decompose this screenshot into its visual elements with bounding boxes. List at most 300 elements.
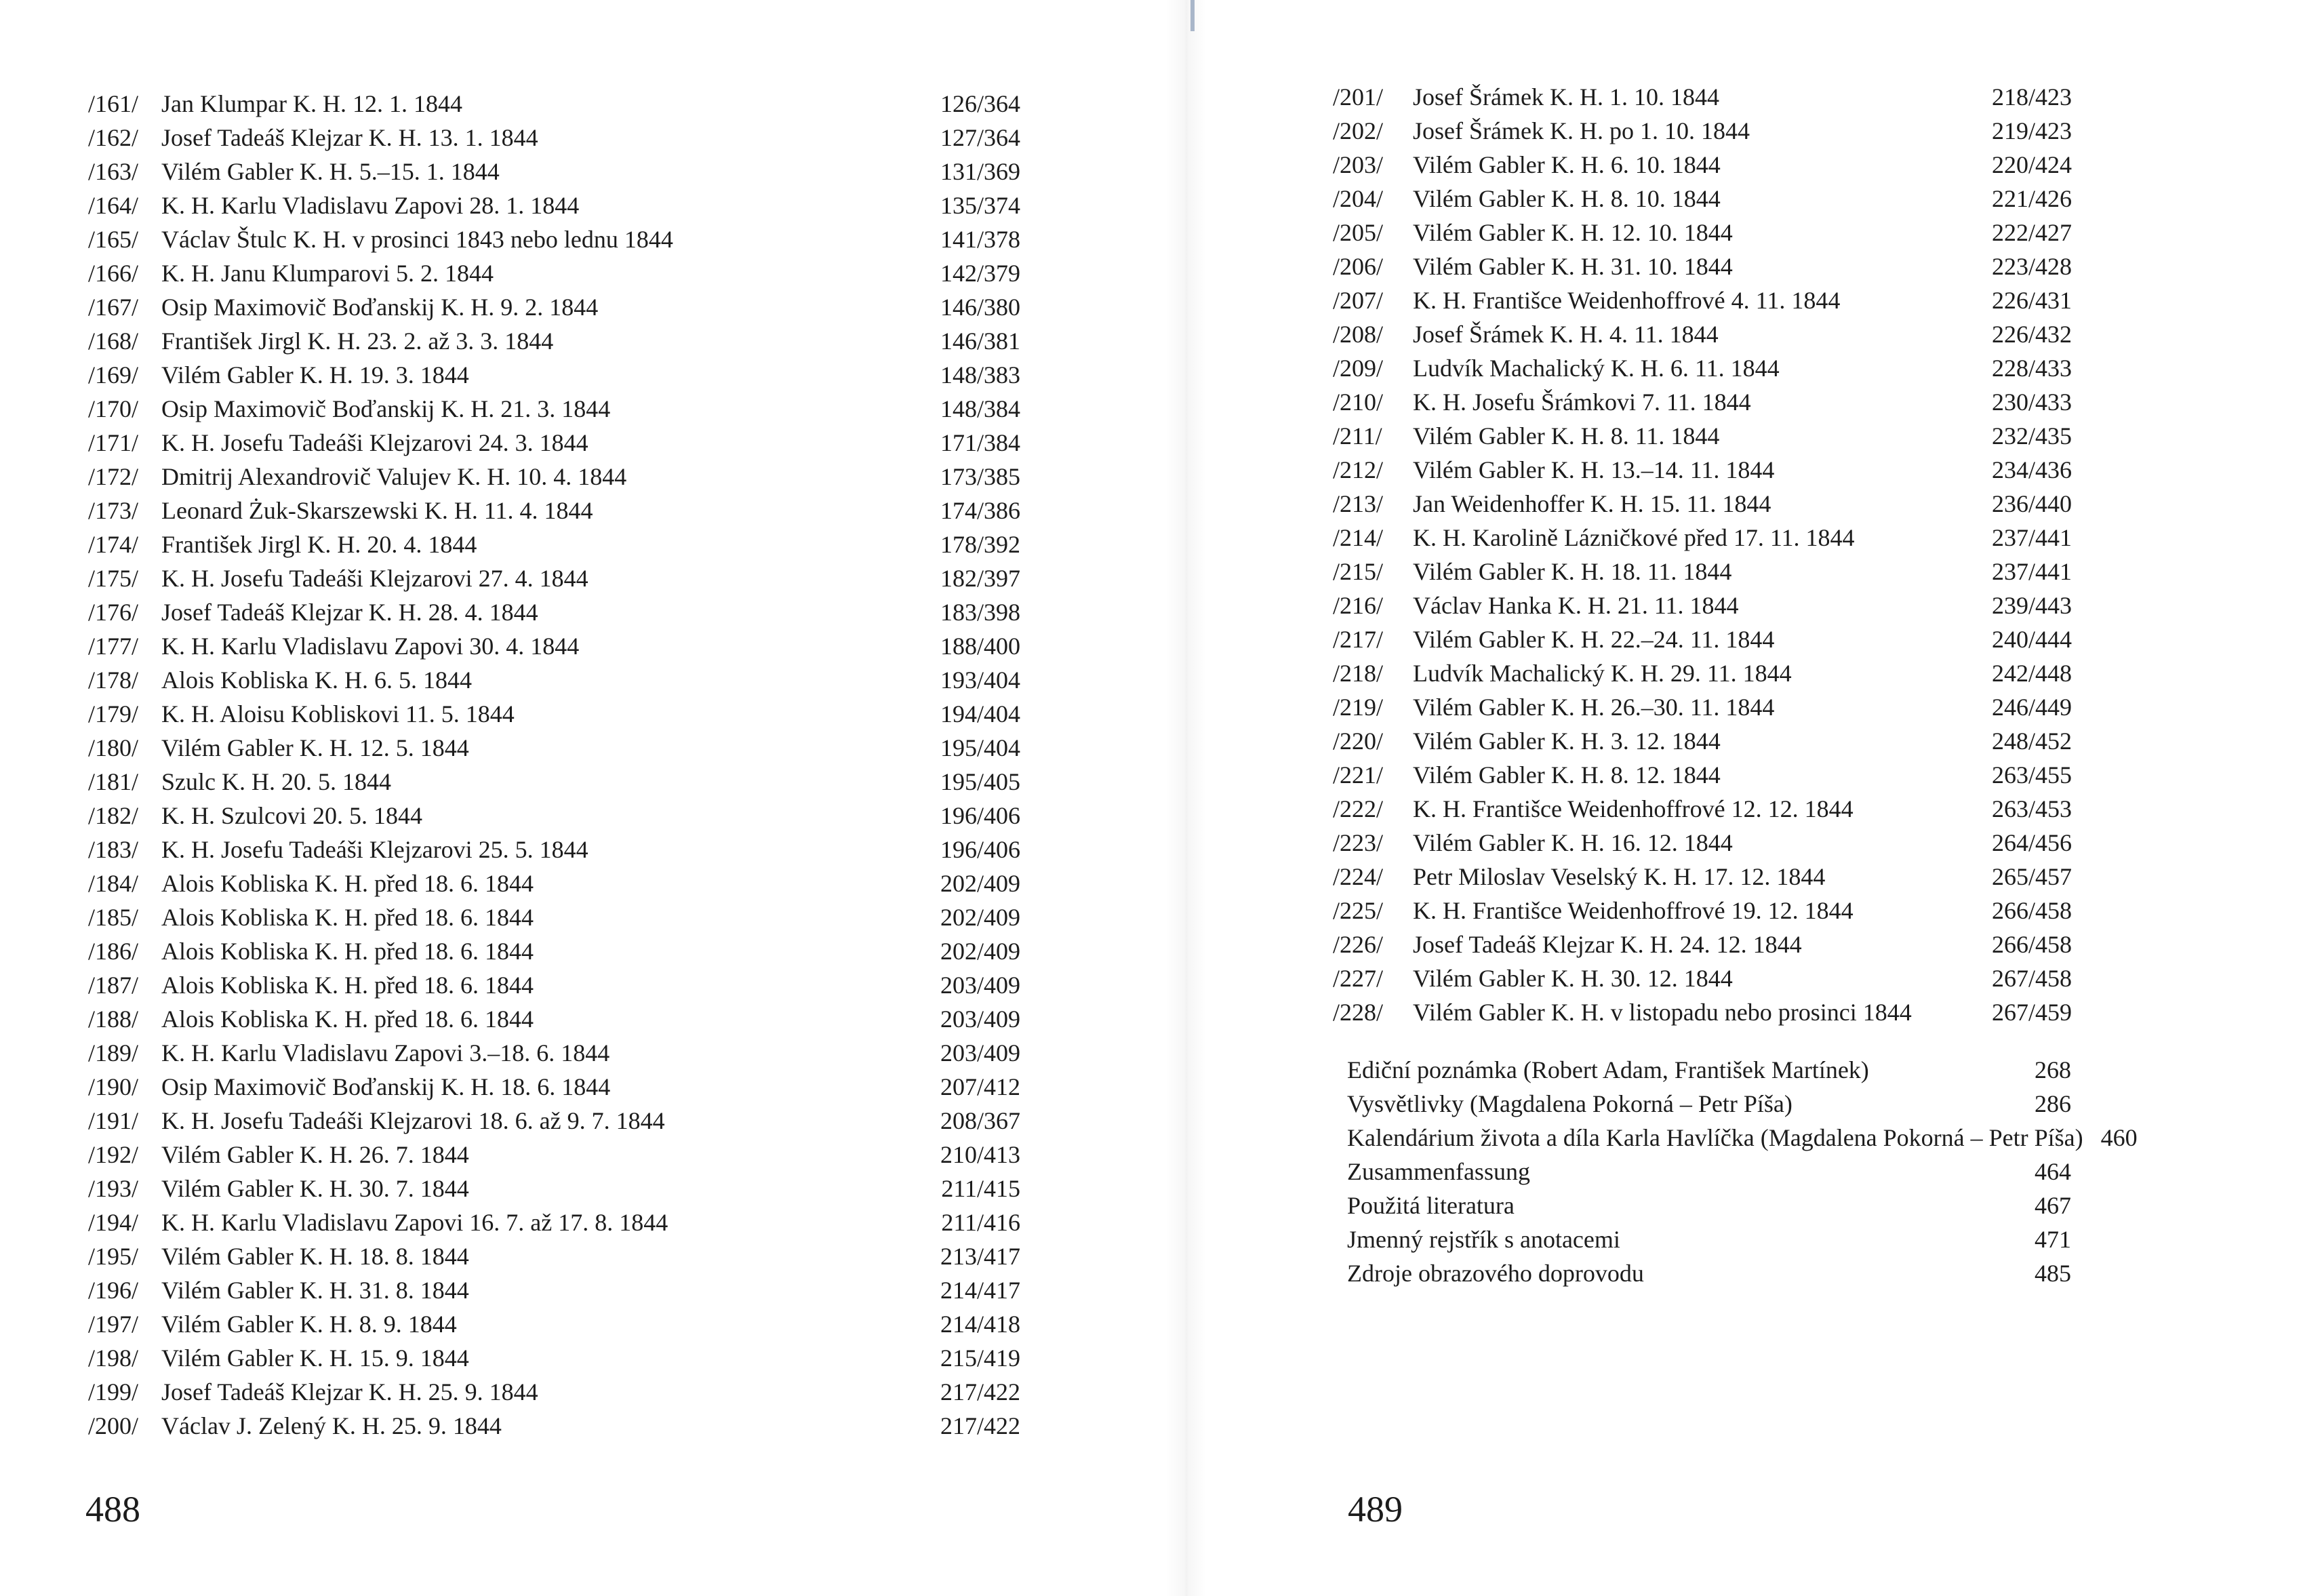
toc-entry bbox=[88, 460, 1020, 494]
entry-number: /216/ bbox=[1333, 592, 1384, 619]
entry-number: /162/ bbox=[88, 124, 139, 151]
toc-entry bbox=[88, 155, 1020, 188]
toc-entry bbox=[88, 426, 1020, 460]
toc-entry bbox=[1333, 453, 2072, 487]
entry-number: /220/ bbox=[1333, 727, 1384, 755]
entry-number: /177/ bbox=[88, 633, 139, 660]
entry-title: Vilém Gabler K. H. 26. 7. 1844 bbox=[161, 1141, 469, 1168]
toc-entry bbox=[88, 121, 1020, 155]
entry-number: /165/ bbox=[88, 226, 139, 253]
entry-number: /163/ bbox=[88, 158, 139, 185]
entry-title: Vilém Gabler K. H. 3. 12. 1844 bbox=[1413, 727, 1721, 755]
entry-title: K. H. Františce Weidenhoffrové 12. 12. 1844 bbox=[1413, 795, 1854, 822]
entry-title: Vilém Gabler K. H. 12. 5. 1844 bbox=[161, 734, 469, 761]
toc-entry bbox=[1333, 317, 2072, 351]
entry-page-ref: 148/384 bbox=[940, 395, 1020, 422]
entry-page-ref: 182/397 bbox=[940, 565, 1020, 592]
entry-title: Vilém Gabler K. H. 15. 9. 1844 bbox=[161, 1344, 469, 1372]
appendix-title: Vysvětlivky (Magdalena Pokorná – Petr Píša) bbox=[1347, 1090, 1793, 1117]
appendix-page: 286 bbox=[2035, 1090, 2071, 1117]
entry-title: K. H. Karolině Lázničkové před 17. 11. 1844 bbox=[1413, 524, 1855, 551]
entry-title: K. H. Janu Klumparovi 5. 2. 1844 bbox=[161, 260, 494, 287]
entry-number: /197/ bbox=[88, 1311, 139, 1338]
entry-page-ref: 230/433 bbox=[1991, 388, 2072, 416]
entry-page-ref: 126/364 bbox=[940, 90, 1020, 117]
entry-page-ref: 202/409 bbox=[940, 938, 1020, 965]
appendix-entry bbox=[1347, 1087, 2071, 1121]
entry-title: K. H. Karlu Vladislavu Zapovi 3.–18. 6. 1844 bbox=[161, 1039, 610, 1066]
entry-title: Alois Kobliska K. H. před 18. 6. 1844 bbox=[161, 1005, 534, 1033]
toc-entry bbox=[88, 1409, 1020, 1443]
entry-number: /174/ bbox=[88, 531, 139, 558]
entry-page-ref: 215/419 bbox=[940, 1344, 1020, 1372]
entry-number: /217/ bbox=[1333, 626, 1384, 653]
left-page bbox=[0, 0, 1151, 1596]
entry-page-ref: 226/431 bbox=[1991, 287, 2072, 314]
entry-title: K. H. Szulcovi 20. 5. 1844 bbox=[161, 802, 422, 829]
entry-page-ref: 141/378 bbox=[940, 226, 1020, 253]
entry-title: Osip Maximovič Boďanskij K. H. 9. 2. 1844 bbox=[161, 294, 599, 321]
entry-page-ref: 202/409 bbox=[940, 870, 1020, 897]
entry-title: Vilém Gabler K. H. 16. 12. 1844 bbox=[1413, 829, 1733, 856]
toc-entry bbox=[88, 392, 1020, 426]
entry-number: /212/ bbox=[1333, 456, 1384, 483]
entry-title: Vilém Gabler K. H. 31. 10. 1844 bbox=[1413, 253, 1733, 280]
entry-number: /187/ bbox=[88, 972, 139, 999]
entry-page-ref: 208/367 bbox=[940, 1107, 1020, 1134]
toc-entry bbox=[88, 595, 1020, 629]
toc-entry bbox=[88, 1104, 1020, 1138]
entry-number: /175/ bbox=[88, 565, 139, 592]
entry-page-ref: 131/369 bbox=[940, 158, 1020, 185]
entry-number: /226/ bbox=[1333, 931, 1384, 958]
entry-number: /172/ bbox=[88, 463, 139, 490]
entry-title: Vilém Gabler K. H. 8. 12. 1844 bbox=[1413, 761, 1721, 789]
entry-title: Josef Šrámek K. H. 1. 10. 1844 bbox=[1413, 83, 1719, 111]
entry-title: Leonard Żuk-Skarszewski K. H. 11. 4. 1844 bbox=[161, 497, 593, 524]
entry-number: /202/ bbox=[1333, 117, 1384, 144]
entry-page-ref: 127/364 bbox=[940, 124, 1020, 151]
toc-entry bbox=[88, 1307, 1020, 1341]
entry-title: Josef Tadeáš Klejzar K. H. 13. 1. 1844 bbox=[161, 124, 538, 151]
entry-title: Vilém Gabler K. H. 8. 11. 1844 bbox=[1413, 422, 1720, 450]
toc-entry bbox=[1333, 114, 2072, 148]
entry-title: Vilém Gabler K. H. 8. 10. 1844 bbox=[1413, 185, 1721, 212]
entry-title: Josef Tadeáš Klejzar K. H. 28. 4. 1844 bbox=[161, 599, 538, 626]
appendix-entry bbox=[1347, 1189, 2071, 1222]
toc-entry bbox=[88, 358, 1020, 392]
toc-entry bbox=[1333, 182, 2072, 216]
entry-page-ref: 203/409 bbox=[940, 1039, 1020, 1066]
toc-entry bbox=[1333, 521, 2072, 555]
entry-page-ref: 171/384 bbox=[940, 429, 1020, 456]
entry-page-ref: 236/440 bbox=[1991, 490, 2072, 517]
appendix-entry bbox=[1347, 1121, 2138, 1155]
entry-page-ref: 237/441 bbox=[1991, 558, 2072, 585]
entry-page-ref: 193/404 bbox=[940, 666, 1020, 694]
entry-title: K. H. Josefu Tadeáši Klejzarovi 24. 3. 1844 bbox=[161, 429, 588, 456]
toc-entry bbox=[88, 1205, 1020, 1239]
toc-entry bbox=[1333, 995, 2072, 1029]
entry-number: /171/ bbox=[88, 429, 139, 456]
entry-page-ref: 221/426 bbox=[1991, 185, 2072, 212]
entry-page-ref: 228/433 bbox=[1991, 355, 2072, 382]
entry-number: /198/ bbox=[88, 1344, 139, 1372]
toc-entry bbox=[1333, 385, 2072, 419]
toc-entry bbox=[1333, 216, 2072, 250]
entry-page-ref: 214/418 bbox=[940, 1311, 1020, 1338]
entry-number: /179/ bbox=[88, 700, 139, 727]
toc-entry bbox=[1333, 622, 2072, 656]
appendix-title: Zusammenfassung bbox=[1347, 1158, 1530, 1185]
entry-page-ref: 226/432 bbox=[1991, 321, 2072, 348]
entry-page-ref: 264/456 bbox=[1991, 829, 2072, 856]
entry-number: /222/ bbox=[1333, 795, 1384, 822]
entry-page-ref: 213/417 bbox=[940, 1243, 1020, 1270]
entry-title: Vilém Gabler K. H. 13.–14. 11. 1844 bbox=[1413, 456, 1775, 483]
entry-number: /219/ bbox=[1333, 694, 1384, 721]
page-number-left: 488 bbox=[85, 1489, 140, 1530]
entry-number: /201/ bbox=[1333, 83, 1384, 111]
toc-entry bbox=[88, 1070, 1020, 1104]
toc-entry bbox=[88, 1036, 1020, 1070]
entry-title: Josef Tadeáš Klejzar K. H. 24. 12. 1844 bbox=[1413, 931, 1802, 958]
entry-title: Szulc K. H. 20. 5. 1844 bbox=[161, 768, 391, 795]
entry-page-ref: 211/416 bbox=[941, 1209, 1020, 1236]
entry-title: K. H. Aloisu Kobliskovi 11. 5. 1844 bbox=[161, 700, 515, 727]
letter-list-left bbox=[88, 87, 1020, 1443]
toc-entry bbox=[88, 1239, 1020, 1273]
entry-page-ref: 242/448 bbox=[1991, 660, 2072, 687]
entry-title: Vilém Gabler K. H. 18. 11. 1844 bbox=[1413, 558, 1732, 585]
entry-number: /170/ bbox=[88, 395, 139, 422]
entry-title: Alois Kobliska K. H. před 18. 6. 1844 bbox=[161, 870, 534, 897]
toc-entry bbox=[1333, 588, 2072, 622]
entry-title: Dmitrij Alexandrovič Valujev K. H. 10. 4. 1844 bbox=[161, 463, 627, 490]
entry-page-ref: 232/435 bbox=[1991, 422, 2072, 450]
entry-title: K. H. Josefu Tadeáši Klejzarovi 25. 5. 1844 bbox=[161, 836, 588, 863]
toc-entry bbox=[88, 968, 1020, 1002]
toc-entry bbox=[1333, 690, 2072, 724]
entry-page-ref: 142/379 bbox=[940, 260, 1020, 287]
entry-page-ref: 173/385 bbox=[940, 463, 1020, 490]
toc-entry bbox=[88, 1375, 1020, 1409]
toc-entry bbox=[88, 290, 1020, 324]
entry-title: Vilém Gabler K. H. 30. 7. 1844 bbox=[161, 1175, 469, 1202]
entry-number: /204/ bbox=[1333, 185, 1384, 212]
toc-entry bbox=[1333, 555, 2072, 588]
toc-entry bbox=[88, 866, 1020, 900]
toc-entry bbox=[88, 561, 1020, 595]
entry-title: Václav Štulc K. H. v prosinci 1843 nebo lednu 1844 bbox=[161, 226, 673, 253]
entry-number: /193/ bbox=[88, 1175, 139, 1202]
entry-number: /164/ bbox=[88, 192, 139, 219]
entry-page-ref: 263/453 bbox=[1991, 795, 2072, 822]
entry-page-ref: 218/423 bbox=[1991, 83, 2072, 111]
toc-entry bbox=[1333, 487, 2072, 521]
entry-number: /224/ bbox=[1333, 863, 1384, 890]
entry-title: Osip Maximovič Boďanskij K. H. 21. 3. 1844 bbox=[161, 395, 611, 422]
toc-entry bbox=[1333, 250, 2072, 283]
toc-entry bbox=[1333, 656, 2072, 690]
entry-page-ref: 234/436 bbox=[1991, 456, 2072, 483]
entry-page-ref: 178/392 bbox=[940, 531, 1020, 558]
appendix-title: Ediční poznámka (Robert Adam, František Martínek) bbox=[1347, 1056, 1869, 1083]
entry-title: Vilém Gabler K. H. v listopadu nebo prosinci 1844 bbox=[1413, 999, 1912, 1026]
entry-title: František Jirgl K. H. 20. 4. 1844 bbox=[161, 531, 477, 558]
entry-number: /214/ bbox=[1333, 524, 1384, 551]
entry-title: Jan Weidenhoffer K. H. 15. 11. 1844 bbox=[1413, 490, 1771, 517]
entry-page-ref: 266/458 bbox=[1991, 931, 2072, 958]
entry-number: /182/ bbox=[88, 802, 139, 829]
entry-number: /195/ bbox=[88, 1243, 139, 1270]
toc-entry bbox=[88, 731, 1020, 765]
toc-entry bbox=[88, 256, 1020, 290]
entry-number: /184/ bbox=[88, 870, 139, 897]
entry-page-ref: 240/444 bbox=[1991, 626, 2072, 653]
entry-title: K. H. Karlu Vladislavu Zapovi 16. 7. až 17. 8. 1844 bbox=[161, 1209, 668, 1236]
toc-entry bbox=[1333, 724, 2072, 758]
appendix-title: Použitá literatura bbox=[1347, 1192, 1515, 1219]
entry-title: Osip Maximovič Boďanskij K. H. 18. 6. 1844 bbox=[161, 1073, 611, 1100]
entry-number: /185/ bbox=[88, 904, 139, 931]
toc-entry bbox=[88, 87, 1020, 121]
entry-title: Alois Kobliska K. H. před 18. 6. 1844 bbox=[161, 972, 534, 999]
appendix-page: 467 bbox=[2035, 1192, 2071, 1219]
appendix-page: 485 bbox=[2035, 1260, 2071, 1287]
entry-page-ref: 135/374 bbox=[940, 192, 1020, 219]
toc-entry bbox=[88, 629, 1020, 663]
entry-number: /167/ bbox=[88, 294, 139, 321]
toc-entry bbox=[88, 697, 1020, 731]
toc-entry bbox=[88, 527, 1020, 561]
entry-page-ref: 146/380 bbox=[940, 294, 1020, 321]
entry-number: /228/ bbox=[1333, 999, 1384, 1026]
entry-title: K. H. Karlu Vladislavu Zapovi 28. 1. 1844 bbox=[161, 192, 580, 219]
entry-title: K. H. Josefu Šrámkovi 7. 11. 1844 bbox=[1413, 388, 1751, 416]
entry-page-ref: 265/457 bbox=[1991, 863, 2072, 890]
entry-page-ref: 207/412 bbox=[940, 1073, 1020, 1100]
appendix-page: 460 bbox=[2100, 1124, 2138, 1151]
entry-title: K. H. Františce Weidenhoffrové 19. 12. 1844 bbox=[1413, 897, 1854, 924]
entry-number: /183/ bbox=[88, 836, 139, 863]
toc-entry bbox=[1333, 758, 2072, 792]
appendix-page: 464 bbox=[2035, 1158, 2071, 1185]
entry-title: Vilém Gabler K. H. 22.–24. 11. 1844 bbox=[1413, 626, 1775, 653]
toc-entry bbox=[88, 1273, 1020, 1307]
toc-entry bbox=[88, 934, 1020, 968]
toc-entry bbox=[88, 765, 1020, 799]
entry-number: /227/ bbox=[1333, 965, 1384, 992]
entry-number: /168/ bbox=[88, 327, 139, 355]
toc-entry bbox=[88, 494, 1020, 527]
entry-page-ref: 222/427 bbox=[1991, 219, 2072, 246]
toc-entry bbox=[1333, 860, 2072, 894]
appendix-entry bbox=[1347, 1155, 2071, 1189]
entry-number: /199/ bbox=[88, 1378, 139, 1405]
entry-title: Vilém Gabler K. H. 26.–30. 11. 1844 bbox=[1413, 694, 1775, 721]
toc-entry bbox=[88, 1002, 1020, 1036]
entry-title: Vilém Gabler K. H. 6. 10. 1844 bbox=[1413, 151, 1721, 178]
toc-entry bbox=[1333, 419, 2072, 453]
entry-title: Václav Hanka K. H. 21. 11. 1844 bbox=[1413, 592, 1739, 619]
entry-title: Vilém Gabler K. H. 8. 9. 1844 bbox=[161, 1311, 457, 1338]
entry-title: Jan Klumpar K. H. 12. 1. 1844 bbox=[161, 90, 462, 117]
entry-number: /192/ bbox=[88, 1141, 139, 1168]
entry-title: K. H. Karlu Vladislavu Zapovi 30. 4. 1844 bbox=[161, 633, 580, 660]
toc-entry bbox=[1333, 927, 2072, 961]
entry-page-ref: 237/441 bbox=[1991, 524, 2072, 551]
entry-number: /209/ bbox=[1333, 355, 1384, 382]
entry-number: /221/ bbox=[1333, 761, 1384, 789]
entry-page-ref: 223/428 bbox=[1991, 253, 2072, 280]
entry-number: /208/ bbox=[1333, 321, 1384, 348]
toc-entry bbox=[1333, 148, 2072, 182]
entry-number: /200/ bbox=[88, 1412, 139, 1439]
entry-page-ref: 220/424 bbox=[1991, 151, 2072, 178]
toc-entry bbox=[1333, 894, 2072, 927]
toc-entry bbox=[88, 663, 1020, 697]
toc-entry bbox=[88, 799, 1020, 833]
appendix-entry bbox=[1347, 1053, 2071, 1087]
entry-title: František Jirgl K. H. 23. 2. až 3. 3. 1844 bbox=[161, 327, 554, 355]
entry-number: /173/ bbox=[88, 497, 139, 524]
entry-number: /203/ bbox=[1333, 151, 1384, 178]
entry-page-ref: 210/413 bbox=[940, 1141, 1020, 1168]
entry-page-ref: 195/405 bbox=[940, 768, 1020, 795]
entry-page-ref: 211/415 bbox=[941, 1175, 1020, 1202]
entry-number: /215/ bbox=[1333, 558, 1384, 585]
entry-number: /207/ bbox=[1333, 287, 1384, 314]
entry-number: /176/ bbox=[88, 599, 139, 626]
entry-number: /211/ bbox=[1333, 422, 1382, 450]
appendix-page: 471 bbox=[2035, 1226, 2071, 1253]
entry-title: Vilém Gabler K. H. 18. 8. 1844 bbox=[161, 1243, 469, 1270]
entry-page-ref: 246/449 bbox=[1991, 694, 2072, 721]
entry-page-ref: 174/386 bbox=[940, 497, 1020, 524]
entry-page-ref: 148/383 bbox=[940, 361, 1020, 388]
entry-title: Vilém Gabler K. H. 5.–15. 1. 1844 bbox=[161, 158, 500, 185]
appendix-title: Jmenný rejstřík s anotacemi bbox=[1347, 1226, 1620, 1253]
entry-title: Josef Šrámek K. H. 4. 11. 1844 bbox=[1413, 321, 1719, 348]
entry-number: /190/ bbox=[88, 1073, 139, 1100]
toc-entry bbox=[88, 1341, 1020, 1375]
entry-page-ref: 202/409 bbox=[940, 904, 1020, 931]
entry-number: /178/ bbox=[88, 666, 139, 694]
entry-page-ref: 203/409 bbox=[940, 1005, 1020, 1033]
toc-entry bbox=[1333, 826, 2072, 860]
toc-entry bbox=[1333, 351, 2072, 385]
entry-number: /225/ bbox=[1333, 897, 1384, 924]
entry-title: Josef Tadeáš Klejzar K. H. 25. 9. 1844 bbox=[161, 1378, 538, 1405]
entry-number: /189/ bbox=[88, 1039, 139, 1066]
entry-page-ref: 267/459 bbox=[1991, 999, 2072, 1026]
entry-page-ref: 214/417 bbox=[940, 1277, 1020, 1304]
toc-entry bbox=[1333, 961, 2072, 995]
entry-number: /186/ bbox=[88, 938, 139, 965]
entry-number: /191/ bbox=[88, 1107, 139, 1134]
page-number-right: 489 bbox=[1348, 1489, 1403, 1530]
entry-title: Alois Kobliska K. H. před 18. 6. 1844 bbox=[161, 904, 534, 931]
entry-title: Vilém Gabler K. H. 19. 3. 1844 bbox=[161, 361, 469, 388]
appendix-entry bbox=[1347, 1256, 2071, 1290]
toc-entry bbox=[1333, 80, 2072, 114]
entry-title: Václav J. Zelený K. H. 25. 9. 1844 bbox=[161, 1412, 502, 1439]
entry-page-ref: 196/406 bbox=[940, 802, 1020, 829]
entry-title: Vilém Gabler K. H. 31. 8. 1844 bbox=[161, 1277, 469, 1304]
entry-number: /218/ bbox=[1333, 660, 1384, 687]
entry-number: /213/ bbox=[1333, 490, 1384, 517]
appendix-entry bbox=[1347, 1222, 2071, 1256]
entry-number: /196/ bbox=[88, 1277, 139, 1304]
entry-page-ref: 195/404 bbox=[940, 734, 1020, 761]
entry-title: Vilém Gabler K. H. 30. 12. 1844 bbox=[1413, 965, 1733, 992]
entry-title: Josef Šrámek K. H. po 1. 10. 1844 bbox=[1413, 117, 1750, 144]
entry-number: /181/ bbox=[88, 768, 139, 795]
entry-title: K. H. Josefu Tadeáši Klejzarovi 18. 6. až 9. 7. 1844 bbox=[161, 1107, 665, 1134]
entry-number: /210/ bbox=[1333, 388, 1384, 416]
entry-title: K. H. Františce Weidenhoffrové 4. 11. 1844 bbox=[1413, 287, 1841, 314]
appendix-list bbox=[1347, 1053, 2138, 1290]
toc-entry bbox=[1333, 283, 2072, 317]
entry-page-ref: 188/400 bbox=[940, 633, 1020, 660]
entry-number: /188/ bbox=[88, 1005, 139, 1033]
entry-number: /166/ bbox=[88, 260, 139, 287]
entry-page-ref: 194/404 bbox=[940, 700, 1020, 727]
entry-number: /180/ bbox=[88, 734, 139, 761]
entry-title: Petr Miloslav Veselský K. H. 17. 12. 1844 bbox=[1413, 863, 1826, 890]
entry-page-ref: 183/398 bbox=[940, 599, 1020, 626]
entry-number: /161/ bbox=[88, 90, 139, 117]
entry-number: /206/ bbox=[1333, 253, 1384, 280]
toc-entry bbox=[88, 188, 1020, 222]
entry-title: Ludvík Machalický K. H. 29. 11. 1844 bbox=[1413, 660, 1792, 687]
appendix-title: Zdroje obrazového doprovodu bbox=[1347, 1260, 1644, 1287]
entry-title: Alois Kobliska K. H. před 18. 6. 1844 bbox=[161, 938, 534, 965]
toc-entry bbox=[88, 833, 1020, 866]
letter-list-right bbox=[1333, 80, 2072, 1029]
entry-title: Ludvík Machalický K. H. 6. 11. 1844 bbox=[1413, 355, 1780, 382]
entry-number: /194/ bbox=[88, 1209, 139, 1236]
appendix-page: 268 bbox=[2035, 1056, 2071, 1083]
entry-page-ref: 217/422 bbox=[940, 1412, 1020, 1439]
toc-entry bbox=[88, 900, 1020, 934]
entry-number: /169/ bbox=[88, 361, 139, 388]
toc-entry bbox=[88, 1172, 1020, 1205]
toc-entry bbox=[88, 1138, 1020, 1172]
entry-page-ref: 203/409 bbox=[940, 972, 1020, 999]
right-page bbox=[1151, 0, 2303, 1596]
entry-page-ref: 267/458 bbox=[1991, 965, 2072, 992]
appendix-title: Kalendárium života a díla Karla Havlíčka (Magdalena Pokorná – Petr Píša) bbox=[1347, 1124, 2083, 1151]
toc-entry bbox=[88, 222, 1020, 256]
entry-number: /205/ bbox=[1333, 219, 1384, 246]
entry-page-ref: 219/423 bbox=[1991, 117, 2072, 144]
toc-entry bbox=[88, 324, 1020, 358]
entry-page-ref: 248/452 bbox=[1991, 727, 2072, 755]
entry-page-ref: 146/381 bbox=[940, 327, 1020, 355]
entry-page-ref: 263/455 bbox=[1991, 761, 2072, 789]
entry-title: Vilém Gabler K. H. 12. 10. 1844 bbox=[1413, 219, 1733, 246]
entry-title: Alois Kobliska K. H. 6. 5. 1844 bbox=[161, 666, 472, 694]
toc-entry bbox=[1333, 792, 2072, 826]
entry-title: K. H. Josefu Tadeáši Klejzarovi 27. 4. 1844 bbox=[161, 565, 588, 592]
entry-page-ref: 266/458 bbox=[1991, 897, 2072, 924]
entry-number: /223/ bbox=[1333, 829, 1384, 856]
entry-page-ref: 196/406 bbox=[940, 836, 1020, 863]
entry-page-ref: 217/422 bbox=[940, 1378, 1020, 1405]
entry-page-ref: 239/443 bbox=[1991, 592, 2072, 619]
